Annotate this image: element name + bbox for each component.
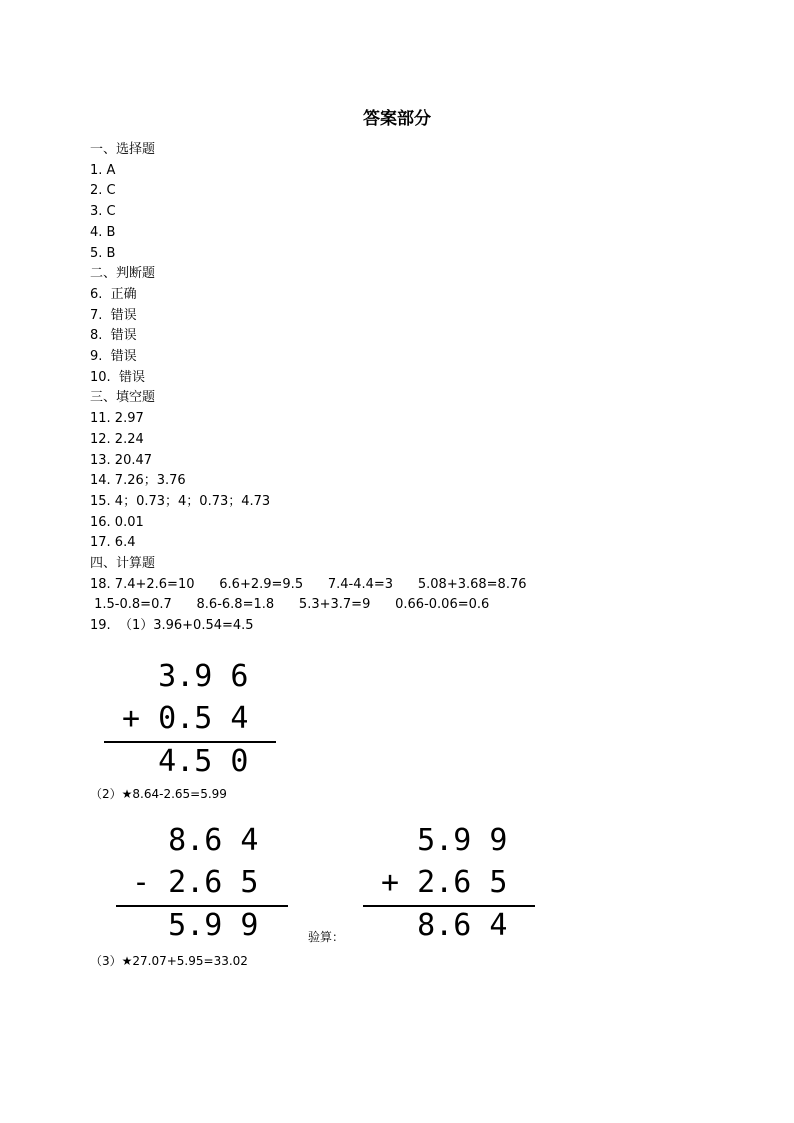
page-title: 答案部分 (363, 109, 431, 129)
answer-line: 5. B (90, 245, 116, 261)
answer-line: 9. 错误 (90, 349, 137, 364)
calc1-top-row: 3.9 6 (122, 659, 249, 694)
answer-line: 3. C (90, 204, 116, 220)
answer-line: 16. 0.01 (90, 514, 144, 530)
calc3-result-row: 8.6 4 (381, 908, 508, 943)
answer-line: 13. 20.47 (90, 452, 153, 468)
answer-line: 7. 错误 (90, 307, 137, 323)
answer-line: 1. A (90, 162, 116, 178)
calc2-top-row: 8.6 4 (132, 823, 259, 858)
answer-line: 15. 4；0.73；4；0.73；4.73 (90, 493, 271, 509)
answer-line: 11. 2.97 (90, 411, 144, 427)
sub3-label: （3）★27.07+5.95=33.02 (90, 954, 248, 968)
calc1-middle-row: + 0.5 4 (122, 701, 249, 736)
calc3-top-row: 5.9 9 (381, 823, 508, 858)
answer-line: 19. （1）3.96+0.54=4.5 (90, 618, 254, 634)
answer-line: 一、选择题 (90, 142, 156, 157)
answer-line: 三、填空题 (90, 390, 156, 406)
calc3-middle-row: + 2.6 5 (381, 865, 508, 900)
answer-line: 2. C (90, 183, 116, 199)
answer-line: 四、计算题 (90, 556, 156, 571)
answer-line: 二、判断题 (90, 266, 156, 282)
calc2-middle-row: - 2.6 5 (132, 865, 259, 900)
answer-line: 10. 错误 (90, 369, 145, 385)
calc1-result-row: 4.5 0 (122, 744, 249, 779)
check-label: 验算： (308, 930, 345, 944)
answer-line: 1.5-0.8=0.7 8.6-6.8=1.8 5.3+3.7=9 0.66-0.06=0.6 (90, 597, 490, 613)
answer-line: 17. 6.4 (90, 535, 136, 551)
answer-line: 12. 2.24 (90, 431, 144, 447)
answer-line: 14. 7.26；3.76 (90, 473, 186, 489)
sub2-label: （2）★8.64-2.65=5.99 (90, 787, 227, 801)
answer-line: 4. B (90, 224, 116, 240)
answer-line: 6. 正确 (90, 286, 137, 302)
answer-line: 8. 错误 (90, 328, 137, 344)
answer-line: 18. 7.4+2.6=10 6.6+2.9=9.5 7.4-4.4=3 5.08+3.68=8.76 (90, 576, 527, 592)
calc2-result-row: 5.9 9 (132, 908, 259, 943)
